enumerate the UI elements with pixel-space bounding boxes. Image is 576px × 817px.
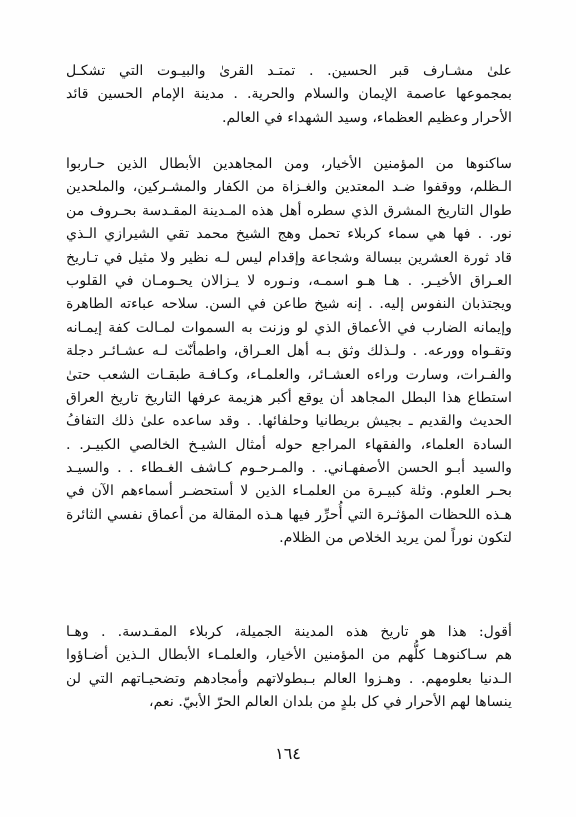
text-line: والسيد أبـو الحسن الأصفهـاني. . والمـرحـوم كـاشف الغـطاء . . والسيـد	[66, 460, 512, 477]
text-line: الـدنيا بعلومهم. . وهـزوا العالم بـبطولاتهم وأمجادهم وتضحيـاتهم التي لن	[66, 670, 512, 687]
text-line: الـظلم، ووقفوا ضـد المعتدين والغـزاة من الكفار والمشـركين، والملحدين	[66, 179, 512, 196]
page-number: ١٦٤	[275, 744, 301, 763]
text-line: طوال التاريخ المشرق الذي سطره أهل هذه المـدينة المقـدسة بحـروف من	[66, 202, 512, 219]
text-line: أقول: هذا هو تاريخ هذه المدينة الجميلة، كربلاء المقـدسة. . وهـا	[66, 624, 512, 640]
text-line: نور. . فها هي سماء كربلاء تحمل وهج الشيخ محمد تقي الشيرازي الـذي	[66, 226, 512, 243]
text-line: وإيمانه الضارب في الأعماق الذي لو وزنت به السموات لمـالت كفة إيمـانه	[66, 319, 512, 336]
paragraph-2	[66, 153, 512, 551]
text-line: لتكون نوراً لمن يريد الخلاص من الظلام.	[279, 530, 512, 547]
text-line: بمجموعها عاصمة الإيمان والسلام والحرية. . مدينة الإمام الحسين قائد	[66, 86, 512, 103]
text-line: الأحرار وعظيم العظماء، وسيد الشهداء في العالم.	[222, 109, 512, 126]
text-line: ينساها لهم الأحرار في كل بلدٍ من بلدان العالم الحرّ الأبيّ. نعم،	[149, 694, 512, 711]
text-line: العـراق الأخيـر. . هـا هـو اسمـه، ونـوره لا يـزالان يحـومـان في القلوب	[66, 272, 512, 289]
text-line: ويجتذبان النفوس إليه. . إنه شيخ طاعن في السن. سلاحه عباءته الطاهرة	[66, 296, 512, 313]
text-line: بحـر العلوم. وثلة كبيـرة من العلمـاء الذين لا أستحضـر أسماءهم الآن في	[66, 483, 512, 500]
text-line: السادة العلماء، والفقهاء المراجع حوله أمثال الشيـخ الخالصي الكبيـر. .	[66, 436, 512, 453]
text-line: علىٰ مشـارف قبر الحسين. . تمتـد القرىٰ والبيـوت التي تشكـل	[66, 63, 512, 79]
paragraph-1	[66, 60, 512, 130]
text-line: الحديث والقديم ـ بجيش بريطانيا وحلفائها. . وقد ساعده علىٰ ذلك التفافُ	[66, 413, 512, 430]
paragraph-3	[66, 621, 512, 715]
text-line: ساكنوها من المؤمنين الأخيار، ومن المجاهدين الأبطال الذين حـاربوا	[66, 156, 512, 172]
text-line: هم سـاكنوهـا كلُّهم من المؤمنين الأخيار، والعلمـاء الأبطال الـذين أضـاؤوا	[66, 647, 512, 664]
text-line: وتقـواه وورعه. . ولـذلك وثق بـه أهل العـراق، واطمأنّت لـه عشـائـر دجلة	[66, 343, 512, 360]
text-line: قاد ثورة العشرين ببسالة وشجاعة وإقدام ليس لـه نظير ولا مثيل في تـاريخ	[66, 249, 512, 266]
text-line: والفـرات، وسارت وراءه العشـائر، والعلمـاء، وكـافـة طبقـات الشعب حتىٰ	[66, 366, 512, 383]
text-line: استطاع هذا البطل المجاهد أن يوقع أكبر هزيمة عرفها التاريخ تاريخ العراق	[66, 389, 512, 406]
text-line: هـذه اللحظات المؤثـرة التي أُحرِّر فيها هـذه المقالة من أعماق نفسي الثائرة	[66, 506, 512, 523]
